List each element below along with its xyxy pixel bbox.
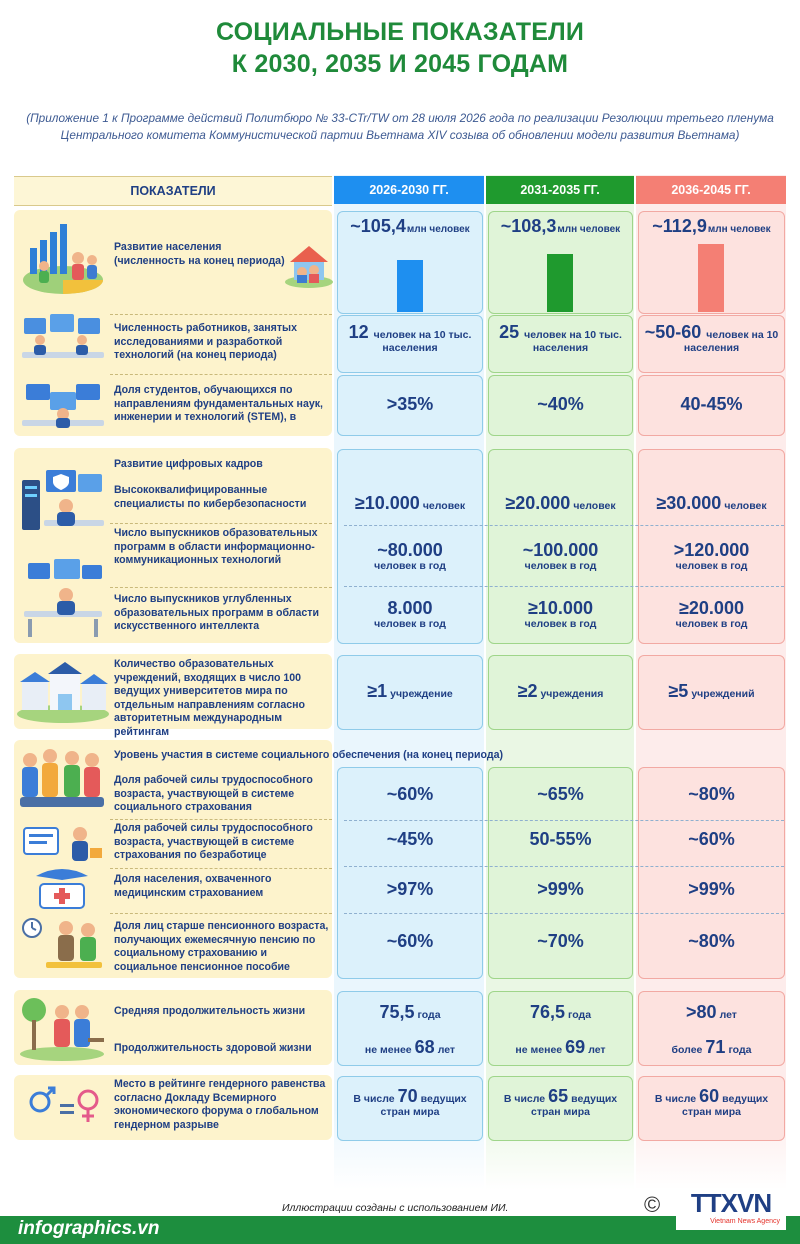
site-link[interactable]: infographics.vn (18, 1218, 160, 1239)
life-number: 75,5 (379, 1002, 415, 1022)
life-expectancy-label: Средняя продолжительность жизни (114, 1005, 306, 1017)
unemployment-insurance-illustration (16, 818, 108, 870)
gender-value-2030 (337, 1086, 483, 1119)
healthy-life-number: 71 (705, 1037, 726, 1057)
population-bar-2045 (698, 244, 724, 312)
unemployment-value-2035: 50-55% (529, 829, 592, 849)
pension-elderly-illustration (16, 914, 108, 976)
social-insurance-label: Доля рабочей силы трудоспособного возраста, участвующей в системе социального страхования (114, 774, 313, 813)
cyber-number: ≥10.000 (354, 493, 420, 513)
universities-number: ≥1 (367, 681, 388, 701)
population-number: ~108,3 (500, 216, 557, 236)
healthy-life-prefix: не менее (515, 1044, 563, 1056)
stem-students-illustration (20, 378, 106, 434)
universities-number: ≥5 (668, 681, 689, 701)
healthy-life-label: Продолжительность здоровой жизни (114, 1042, 312, 1054)
healthy-life-unit: лет (437, 1044, 456, 1056)
workers-group-illustration (16, 744, 108, 814)
pension-label: Доля лиц старше пенсионного возраста, получающих ежемесячную пенсию по социальному страхованию и социальное пенсионное пособие (114, 920, 329, 973)
ai-value-2045 (638, 598, 785, 631)
researchers-number: ~50-60 (644, 322, 702, 342)
universities-label: Количество образовательных учреждений, входящих в число 100 ведущих университетов мира по отдельным направлениям согласно авторитетным международным рейтингам (114, 658, 306, 738)
divider (344, 913, 784, 914)
ict-number: ~80.000 (377, 540, 443, 560)
researchers-label: Численность работников, занятых исследованиями и разработкой технологий (на конец периода) (114, 322, 297, 361)
unemployment-value-2030: ~45% (386, 829, 434, 849)
ai-number: ≥10.000 (528, 598, 593, 618)
researchers-unit: человек на 10 тыс. (373, 329, 472, 341)
header-period-2035: 2031-2035 ГГ. (486, 176, 634, 204)
cybersecurity-illustration (20, 460, 106, 546)
gender-value-2045 (638, 1086, 785, 1119)
cyber-value-2030 (337, 493, 483, 513)
subtitle-line1: (Приложение 1 к Программе действий Политбюро № 33-CTr/TW от 28 июля 2026 года по реализации Резолюции третьего пленума (26, 111, 774, 125)
gender-label: Место в рейтинге гендерного равенства согласно Докладу Всемирного экономического форума о глобальном гендерном разрыве (114, 1078, 326, 1131)
divider (110, 314, 332, 315)
population-number: ~112,9 (652, 216, 707, 236)
divider (344, 866, 784, 867)
cyber-label: Высококвалифицированные специалисты по кибербезопасности (114, 484, 307, 510)
population-number: ~105,4 (350, 216, 406, 236)
cyber-unit: человек (573, 500, 616, 512)
divider (344, 586, 784, 587)
population-unit: млн человек (557, 224, 621, 235)
stem-value-2045: 40-45% (680, 394, 743, 414)
researchers-unit2: населения (532, 342, 589, 354)
researchers-value-2035 (488, 322, 633, 355)
gender-prefix: В числе (353, 1093, 395, 1105)
researchers-number: 12 (348, 322, 369, 342)
divider (344, 820, 784, 821)
divider (110, 868, 332, 869)
header-period-2030: 2026-2030 ГГ. (334, 176, 484, 204)
cyber-unit: человек (422, 500, 466, 512)
cyber-value-2035 (488, 493, 633, 513)
healthy-life-value-2035 (488, 1037, 633, 1057)
pension-value-2030: ~60% (386, 931, 434, 951)
gender-suffix2: стран мира (380, 1106, 440, 1118)
gender-prefix: В числе (503, 1093, 546, 1105)
stem-value-2030: >35% (386, 394, 434, 414)
medical-insurance-label: Доля населения, охваченного медицинским страхованием (114, 873, 272, 899)
life-value-2035 (488, 1002, 633, 1022)
gender-number: 70 (397, 1086, 418, 1106)
ai-unit: человек в год (675, 618, 748, 630)
gender-prefix: В числе (654, 1093, 697, 1105)
gender-suffix2: стран мира (682, 1106, 741, 1118)
divider (344, 525, 784, 526)
cyber-value-2045 (638, 493, 785, 513)
life-unit: лет (719, 1009, 737, 1021)
universities-value-2035 (488, 681, 633, 701)
researchers-number: 25 (499, 322, 520, 342)
divider (110, 587, 332, 588)
cyber-number: ≥20.000 (505, 493, 571, 513)
subtitle-line2: Центрального комитета Коммунистической партии Вьетнама XIV созыва об обновлении модели развития Вьетнама) (60, 128, 740, 142)
digital-heading: Развитие цифровых кадров (114, 458, 263, 470)
medical-value-2030: >97% (386, 879, 434, 899)
universities-unit: учреждений (691, 688, 755, 700)
life-unit: года (417, 1009, 441, 1021)
healthy-life-unit: лет (588, 1044, 606, 1056)
population-label: Развитие населения (численность на конец периода) (114, 241, 285, 267)
ict-label: Число выпускников образовательных программ в области информационно-коммуникационных технологий (114, 527, 318, 566)
header-indicators: ПОКАЗАТЕЛИ (14, 176, 332, 206)
life-unit: года (568, 1009, 592, 1021)
healthy-life-value-2030 (337, 1037, 483, 1057)
medical-value-2035: >99% (537, 879, 584, 899)
agency-name: TTXVN (690, 1188, 772, 1218)
life-number: 76,5 (529, 1002, 566, 1022)
ict-number: ~100.000 (522, 540, 599, 560)
population-unit: млн человек (707, 224, 771, 235)
ict-graduates-illustration (20, 555, 106, 641)
social-heading: Уровень участия в системе социального обеспечения (на конец периода) (114, 749, 503, 761)
ict-value-2030 (337, 540, 483, 573)
agency-logo (676, 1188, 786, 1230)
divider (110, 374, 332, 375)
divider (110, 819, 332, 820)
universities-unit: учреждения (540, 688, 604, 700)
population-value-2045 (638, 216, 785, 236)
family-house-illustration (284, 240, 334, 288)
population-value-2035 (488, 216, 633, 236)
researchers-unit: человек на 10 (706, 329, 779, 341)
ict-value-2035 (488, 540, 633, 573)
social-insurance-value-2035: ~65% (537, 784, 584, 804)
gender-value-2035 (488, 1086, 633, 1119)
ai-value-2030 (337, 598, 483, 631)
ai-illustration-note: Иллюстрации созданы с использованием ИИ. (282, 1202, 509, 1214)
ict-unit: человек в год (675, 560, 748, 572)
population-chart-illustration (20, 218, 106, 298)
medical-insurance-illustration (16, 866, 108, 914)
cyber-unit: человек (724, 500, 767, 512)
population-unit: млн человек (406, 224, 470, 235)
researchers-unit2: населения (382, 342, 438, 354)
life-value-2030 (337, 1002, 483, 1022)
researchers-unit: человек на 10 тыс. (524, 329, 622, 341)
cyber-number: ≥30.000 (656, 493, 722, 513)
gender-equality-illustration (22, 1080, 106, 1136)
researchers-unit2: населения (683, 342, 740, 354)
copyright-icon: © (644, 1192, 661, 1217)
agency-subtitle: Vietnam News Agency (710, 1218, 780, 1225)
healthy-life-number: 69 (565, 1037, 586, 1057)
universities-unit: учреждение (390, 688, 453, 700)
healthy-life-value-2045 (638, 1037, 785, 1057)
divider (110, 523, 332, 524)
researchers-value-2030 (337, 322, 483, 355)
universities-number: ≥2 (517, 681, 538, 701)
ai-unit: человек в год (374, 618, 446, 630)
page-title-line2: К 2030, 2035 И 2045 ГОДАМ (231, 50, 569, 78)
header-period-2045: 2036-2045 ГГ. (636, 176, 786, 204)
university-buildings-illustration (14, 658, 112, 724)
universities-value-2045 (638, 681, 785, 701)
healthy-life-prefix: не менее (364, 1044, 412, 1056)
ai-label: Число выпускников углубленных образовательных программ в области искусственного интеллекта (114, 593, 320, 632)
life-value-2045 (638, 1002, 785, 1022)
gender-number: 65 (548, 1086, 569, 1106)
stem-value-2035: ~40% (537, 394, 584, 414)
population-bar-2030 (397, 260, 423, 312)
divider (110, 913, 332, 914)
healthy-life-unit: года (728, 1044, 752, 1056)
elderly-couple-illustration (16, 992, 108, 1062)
social-insurance-value-2045: ~80% (688, 784, 735, 804)
ict-value-2045 (638, 540, 785, 573)
gender-suffix: ведущих (420, 1093, 467, 1105)
gender-suffix: ведущих (571, 1093, 618, 1105)
population-value-2030 (337, 216, 483, 236)
pension-value-2035: ~70% (537, 931, 584, 951)
gender-suffix: ведущих (722, 1093, 769, 1105)
researchers-illustration (20, 308, 106, 372)
unemployment-value-2045: ~60% (688, 829, 735, 849)
ai-number: ≥20.000 (679, 598, 744, 618)
gender-number: 60 (699, 1086, 720, 1106)
healthy-life-number: 68 (414, 1037, 435, 1057)
population-bar-2035 (547, 254, 573, 312)
stem-label: Доля студентов, обучающихся по направлениям фундаментальных наук, инженерии и технологий (STEM), в (114, 384, 323, 423)
ict-number: >120.000 (673, 540, 750, 560)
pension-value-2045: ~80% (688, 931, 735, 951)
ict-unit: человек в год (374, 560, 446, 572)
medical-value-2045: >99% (688, 879, 735, 899)
ai-unit: человек в год (524, 618, 597, 630)
researchers-value-2045 (638, 322, 785, 355)
ai-value-2035 (488, 598, 633, 631)
universities-value-2030 (337, 681, 483, 701)
life-number: >80 (686, 1002, 717, 1022)
unemployment-insurance-label: Доля рабочей силы трудоспособного возраста, участвующей в системе страхования по безработице (114, 822, 313, 861)
page-title-line1: СОЦИАЛЬНЫЕ ПОКАЗАТЕЛИ (216, 18, 584, 46)
gender-suffix2: стран мира (531, 1106, 590, 1118)
ai-number: 8.000 (387, 598, 433, 618)
ict-unit: человек в год (524, 560, 597, 572)
social-insurance-value-2030: ~60% (386, 784, 434, 804)
healthy-life-prefix: более (671, 1044, 703, 1056)
